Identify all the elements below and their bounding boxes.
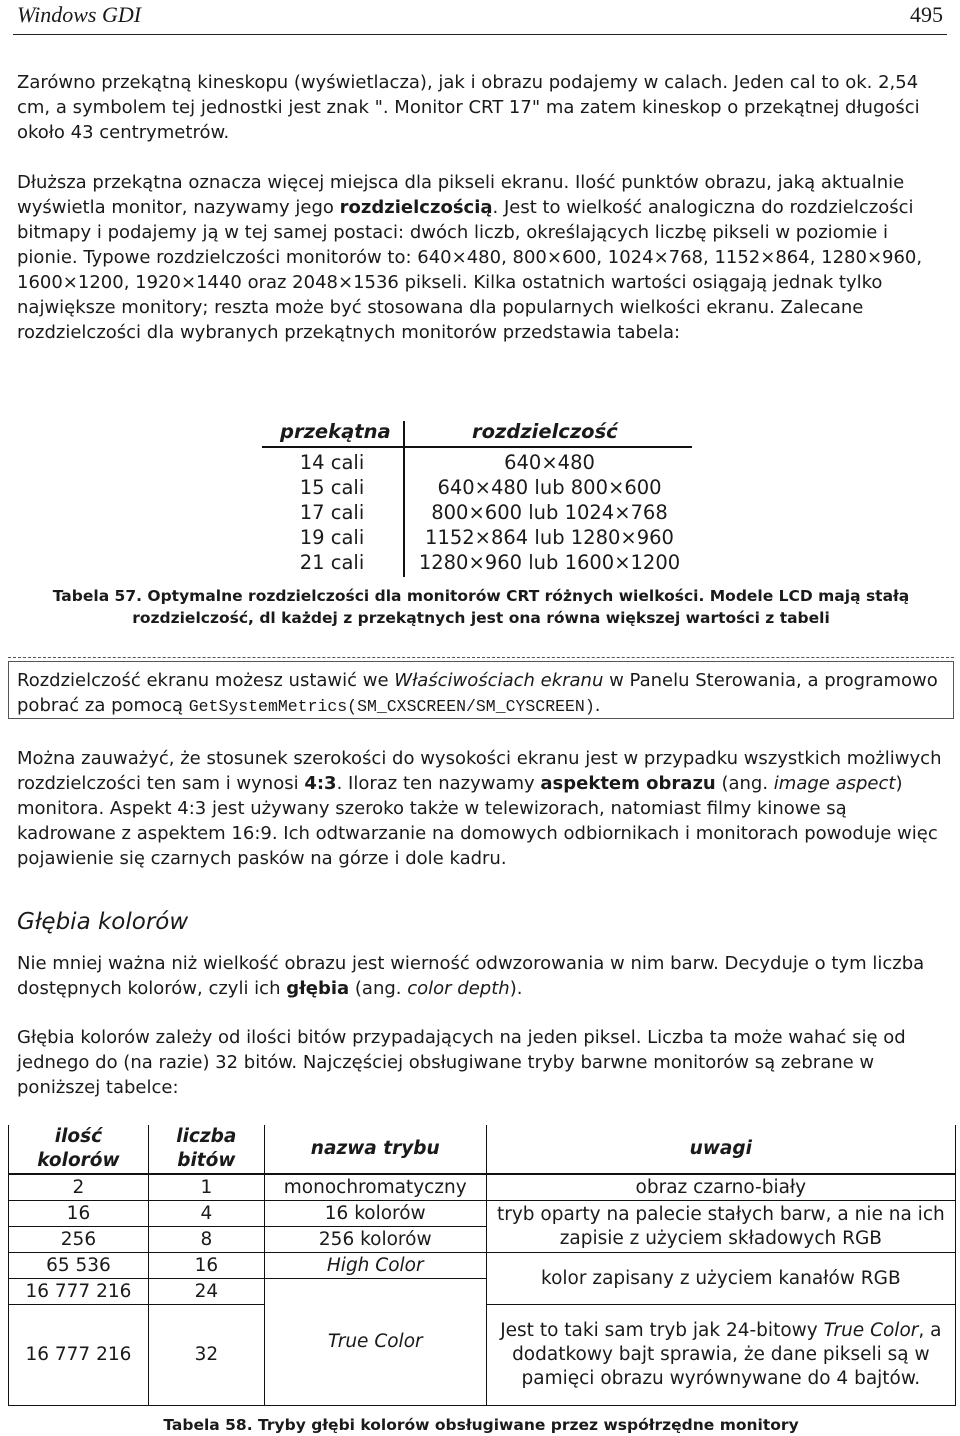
cell-mode: High Color (264, 1253, 486, 1279)
cell-diagonal: 14 cali (299, 451, 365, 474)
column-header-mode-name: nazwa trybu (264, 1125, 486, 1174)
cell-resolution: 1280×960 lub 1600×1200 (418, 551, 681, 574)
cell-bits: 16 (148, 1253, 264, 1279)
text-run: ) monitora. Aspekt 4:3 jest używany szeroko także w telewizorach, natomiast filmy kinowe są kadrowane z aspektem 16:9. Ich odtwarzanie na domowych odbiornikach i monitorach powoduje więc pojawienie się czarnych pasków na górze i dole kadru. (17, 773, 938, 869)
cell-colors: 65 536 (9, 1253, 149, 1279)
text-run: Można zauważyć, że stosunek szerokości do wysokości ekranu jest w przypadku wszystkich możliwych rozdzielczości ten sam i wynosi (17, 748, 942, 794)
text-run: (ang. (349, 978, 408, 999)
cell-diagonal: 15 cali (299, 476, 365, 499)
cell-note-true-color (486, 1305, 955, 1406)
text-run: ). (509, 978, 523, 999)
cell-colors: 16 777 216 (9, 1305, 149, 1406)
text-run: Dłuższa przekątna oznacza więcej miejsca dla pikseli ekranu. Ilość punktów obrazu, jaką aktualnie wyświetla monitor, nazywamy jego (17, 172, 905, 218)
bold-term: 4:3 (304, 773, 337, 794)
cell-diagonal: 21 cali (299, 551, 365, 574)
text-run: Głębia kolorów zależy od ilości bitów przypadających na jeden piksel. Liczba ta może wahać się od jednego do (na razie) 32 bitów. Najczęściej obsługiwane tryby barwne monitorów są zebrane w poniższej tabelce: (17, 1027, 906, 1098)
resolution-table-body (262, 448, 692, 575)
cell-colors: 16 (9, 1201, 149, 1227)
cell-note-palette: tryb oparty na palecie stałych barw, a nie na ich zapisie z użyciem składowych RGB (486, 1201, 955, 1253)
code-snippet: GetSystemMetrics(SM_CXSCREEN/SM_CYSCREEN) (188, 697, 595, 716)
italic-term: image aspect (773, 773, 896, 794)
text-run: Zarówno przekątną kineskopu (wyświetlacza), jak i obrazu podajemy w calach. Jeden cal to ok. 2,54 cm, a symbolem tej jednostki jest znak ". Monitor CRT 17" ma zatem kineskop o przekątnej długości około 43 centrymetrów. (17, 72, 920, 143)
table-row (262, 475, 692, 500)
paragraph-color-fidelity (17, 951, 945, 1001)
table-row (9, 1253, 956, 1279)
table-row (9, 1174, 956, 1201)
text-run: Nie mniej ważna niż wielkość obrazu jest wierność odwzorowania w nim barw. Decyduje o tym liczba dostępnych kolorów, czyli ich (17, 953, 925, 999)
cell-diagonal: 19 cali (299, 526, 365, 549)
cell-resolution: 640×480 (504, 451, 595, 474)
italic-term: True Color (823, 1320, 919, 1341)
column-header-diagonal: przekątna (280, 420, 391, 443)
paragraph-resolution (17, 170, 945, 345)
table-57-caption: Tabela 57. Optymalne rozdzielczości dla monitorów CRT różnych wielkości. Modele LCD mają stałą rozdzielczość, dl każdej z przekątnych jest ona równa większej wartości z tabeli (52, 587, 910, 627)
bold-term: aspektem obrazu (540, 773, 716, 794)
table-row (262, 500, 692, 525)
paragraph-color-depth (17, 1025, 945, 1100)
cell-diagonal: 17 cali (299, 501, 365, 524)
page-number: 495 (910, 2, 943, 27)
cell-resolution: 640×480 lub 800×600 (437, 476, 662, 499)
column-header-color-count: ilość kolorów (9, 1125, 149, 1174)
italic-term: Właściwościach ekranu (394, 670, 604, 691)
text-run: . Iloraz ten nazywamy (336, 773, 541, 794)
bold-term: rozdzielczością (339, 197, 493, 218)
cell-note-rgb: kolor zapisany z użyciem kanałów RGB (486, 1253, 955, 1305)
text-run: Jest to taki sam tryb jak 24-bitowy (500, 1320, 824, 1341)
cell-colors: 16 777 216 (9, 1279, 149, 1305)
text-run: . (594, 695, 601, 716)
table-58-caption: Tabela 58. Tryby głębi kolorów obsługiwane przez współrzędne monitory (163, 1416, 799, 1434)
table-row (262, 525, 692, 550)
paragraph-display-size (17, 70, 945, 145)
bold-term: głębia (286, 978, 350, 999)
column-header-bit-count: liczba bitów (148, 1125, 264, 1174)
table-row (262, 450, 692, 475)
color-depth-table (8, 1125, 956, 1406)
cell-colors: 256 (9, 1227, 149, 1253)
resolution-table-header (262, 420, 692, 448)
paragraph-aspect-ratio (17, 746, 945, 871)
section-heading: Głębia kolorów (17, 909, 189, 935)
cell-mode: monochromatyczny (264, 1174, 486, 1201)
text-run: . Jest to wielkość analogiczna do rozdzielczości bitmapy i podajemy ją w tej samej postaci: dwóch liczb, określających liczbę pikseli w poziomie i pionie. Typowe rozdzielczości monitorów to: 640×480, 800×600, 1024×768, 1152×864, 1280×960, 1600×1200, 1920×1440 oraz 2048×1536 pikseli. Kilka ostatnich wartości osiągają jednak tylko największe monitory; reszta może być stosowana dla popularnych wielkości ekranu. Zalecane rozdzielczości dla wybranych przekątnych monitorów przedstawia tabela: (17, 197, 923, 343)
cell-colors: 2 (9, 1174, 149, 1201)
cell-mode: True Color (264, 1279, 486, 1406)
text-run: (ang. (715, 773, 774, 794)
cell-resolution: 800×600 lub 1024×768 (431, 501, 668, 524)
resolution-table (262, 420, 692, 575)
cell-bits: 4 (148, 1201, 264, 1227)
cell-bits: 32 (148, 1305, 264, 1406)
page-header (13, 0, 947, 35)
running-title: Windows GDI (17, 2, 142, 27)
text-run: Rozdzielczość ekranu możesz ustawić we (17, 670, 395, 691)
table-row (9, 1201, 956, 1227)
paragraph-setting-resolution (17, 668, 945, 719)
text-run: w Panelu Sterowania, a programowo pobrać za pomocą (17, 670, 938, 716)
italic-term: color depth (407, 978, 510, 999)
text-run: , a dodatkowy bajt sprawia, że dane pikseli są w pamięci obrazu wyrównywane do 4 bajtów. (512, 1320, 942, 1389)
table-row (262, 550, 692, 575)
cell-note-mono: obraz czarno-biały (486, 1174, 955, 1201)
cell-resolution: 1152×864 lub 1280×960 (425, 526, 674, 549)
cell-bits: 24 (148, 1279, 264, 1305)
cell-mode: 16 kolorów (264, 1201, 486, 1227)
cell-bits: 1 (148, 1174, 264, 1201)
column-header-notes: uwagi (486, 1125, 955, 1174)
cell-mode: 256 kolorów (264, 1227, 486, 1253)
column-header-resolution: rozdzielczość (472, 420, 618, 443)
cell-bits: 8 (148, 1227, 264, 1253)
